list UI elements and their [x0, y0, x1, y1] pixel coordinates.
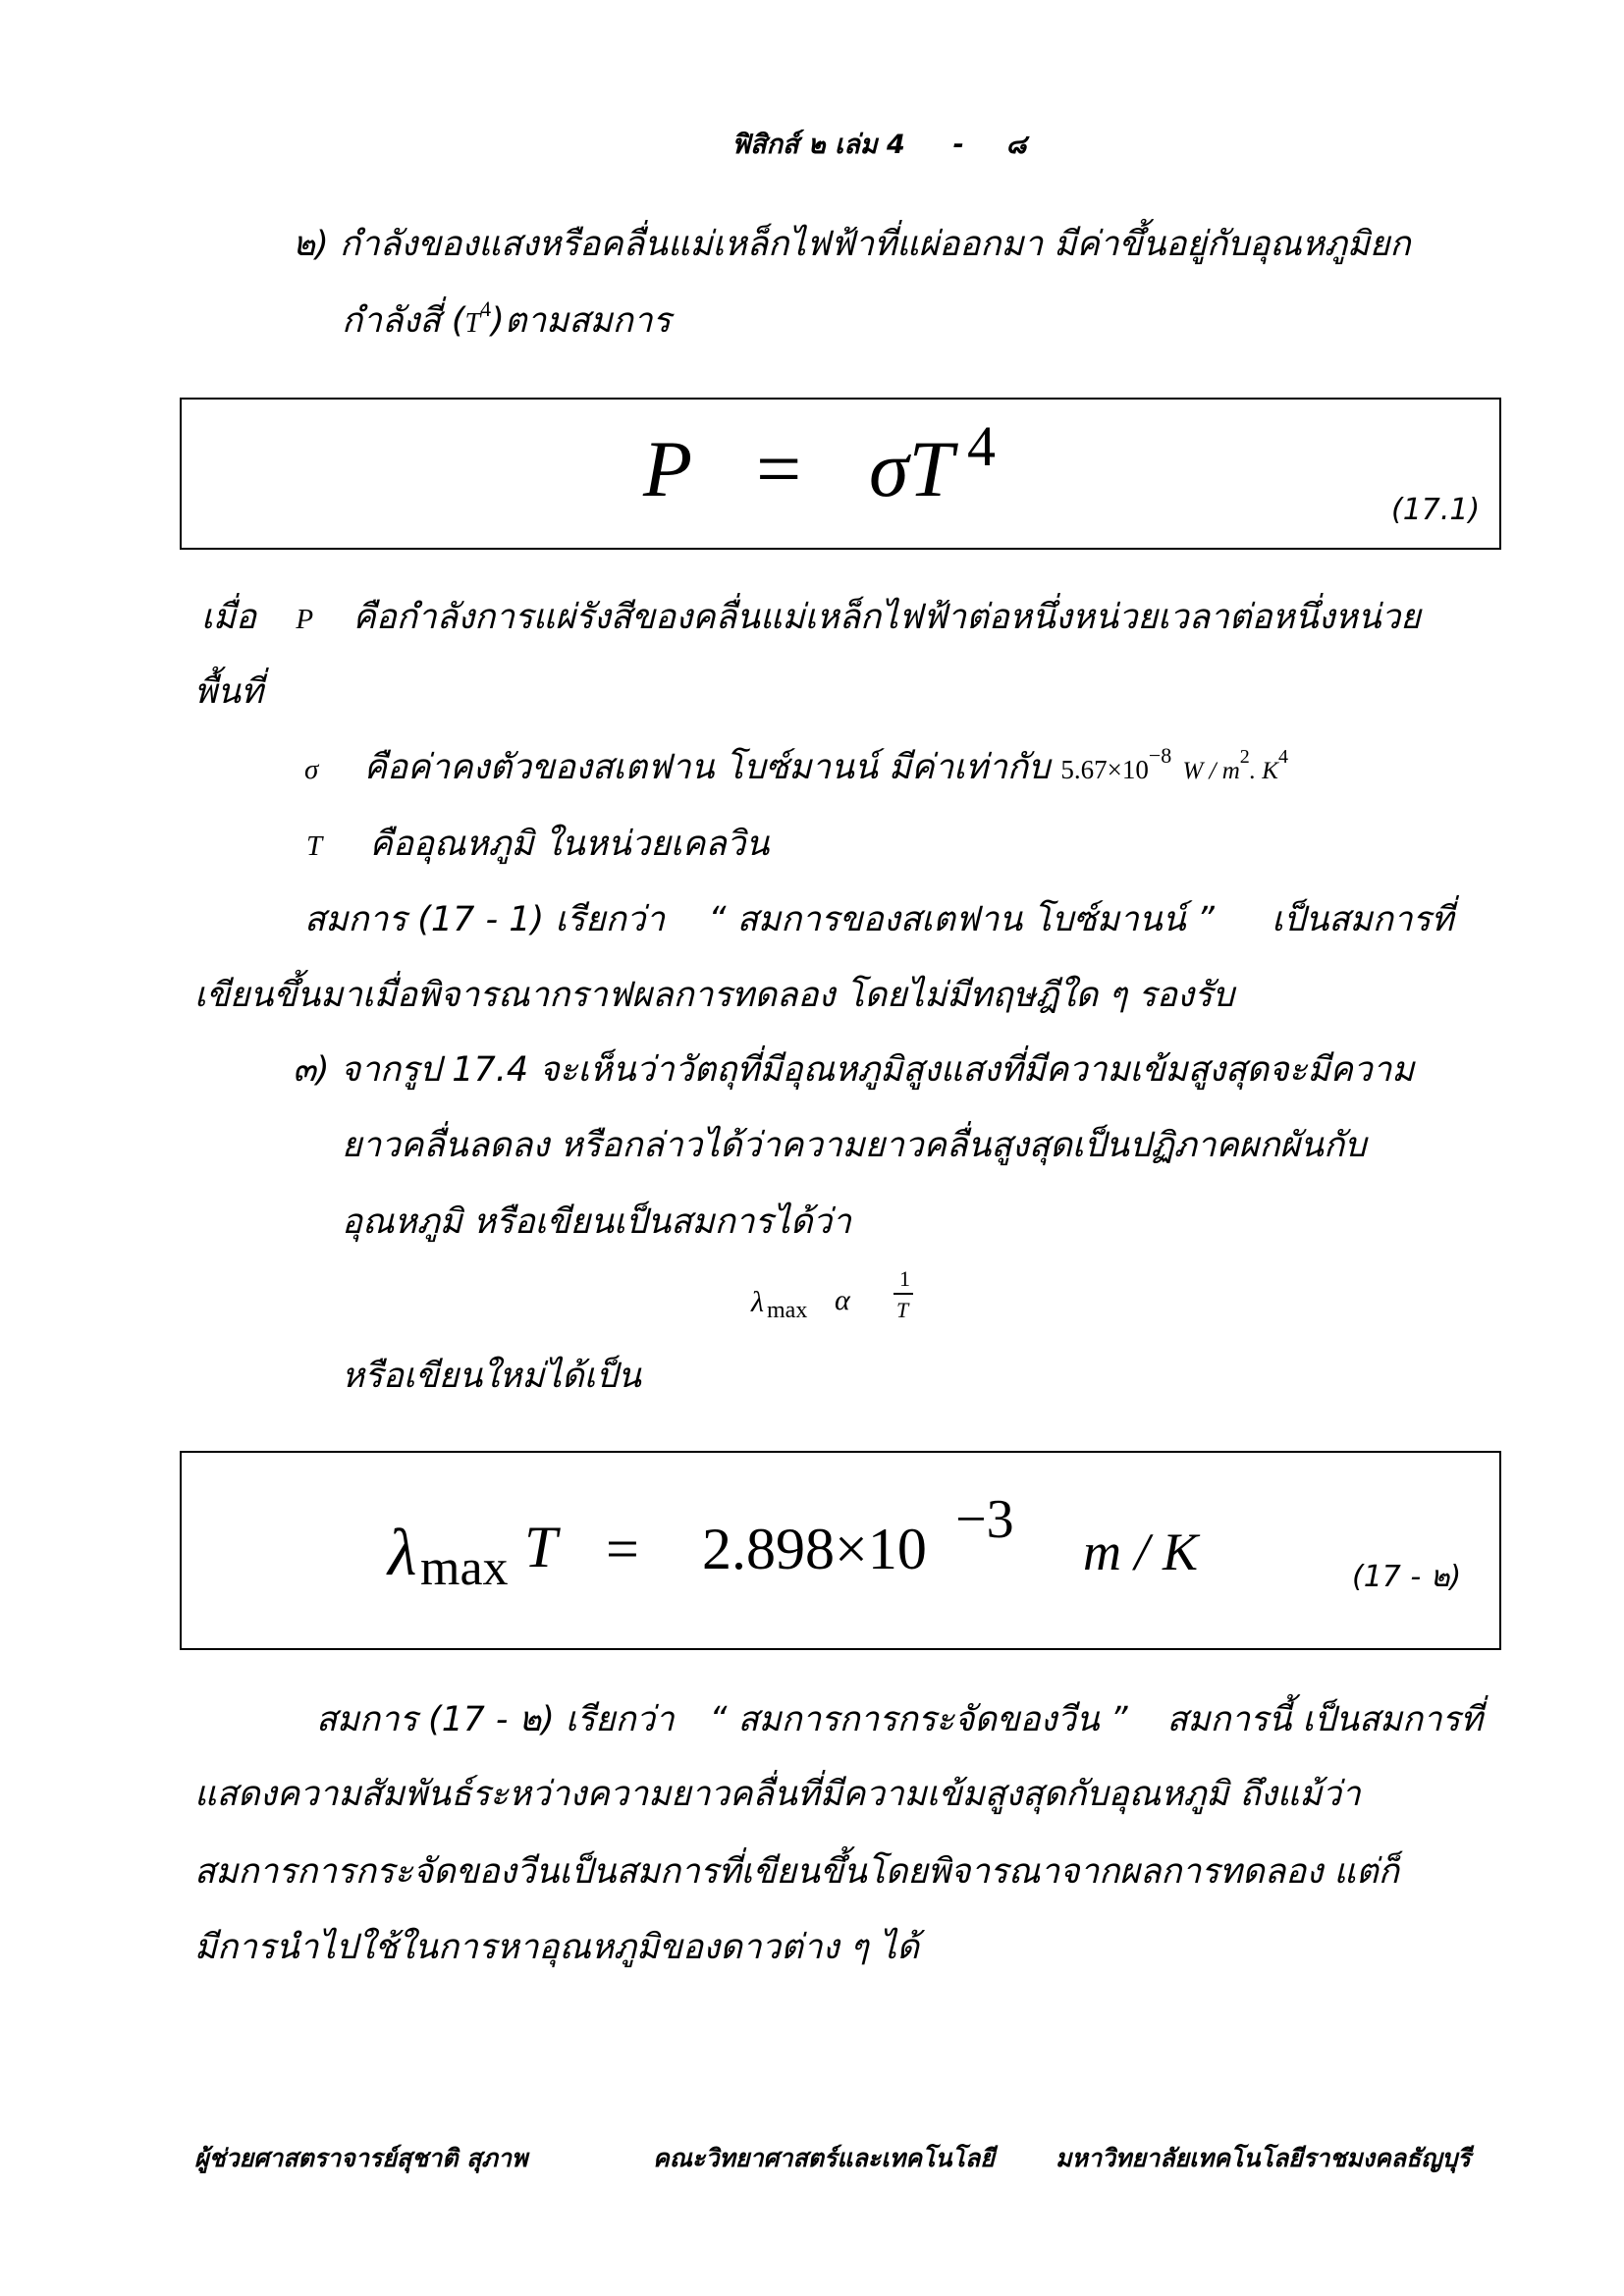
para2-line4: มีการนำไปใช้ในการหาอุณหภูมิของดาวต่าง ๆ ได้	[194, 1928, 919, 1967]
footer-university: มหาวิทยาลัยเทคโนโลยีราชมงคลธัญบุรี	[1056, 2144, 1471, 2172]
header-page-number: ๘	[1005, 130, 1027, 160]
eq2-value: 2.898×10	[702, 1517, 927, 1581]
item3-line3: อุณหภูมิ หรือเขียนเป็นสมการได้ว่า	[342, 1202, 851, 1242]
eq2-T: T	[524, 1515, 558, 1579]
eq2-lambda: λ	[388, 1515, 417, 1589]
para2-line1: สมการ (17 - ๒) เรียกว่า “ สมการการกระจัดของวีน ” สมการนี้ เป็นสมการที่	[316, 1700, 1483, 1739]
para2-line2: แสดงความสัมพันธ์ระหว่างความยาวคลื่นที่มีความเข้มสูงสุดกับอุณหภูมิ ถึงแม้ว่า	[194, 1775, 1361, 1814]
def-line1: เมื่อ P คือกำลังการแผ่รังสีของคลื่นแม่เหล็กไฟฟ้าต่อหนึ่งหน่วยเวลาต่อหนึ่งหน่วย	[201, 598, 1421, 637]
eq1-equals: =	[756, 424, 802, 513]
eq2-equals: =	[606, 1517, 639, 1581]
eq1-exponent: 4	[967, 414, 996, 478]
prop-denominator: T	[896, 1298, 909, 1322]
para1-line2: เขียนขึ้นมาเมื่อพิจารณากราฟผลการทดลอง โดยไม่มีทฤษฎีใด ๆ รองรับ	[194, 976, 1235, 1015]
eq2-number: (17 - ๒)	[1352, 1560, 1462, 1594]
prop-fraction-bar	[893, 1293, 913, 1295]
header-book: ฟิสิกส์ ๒ เล่ม 4	[731, 130, 905, 160]
eq1-lhs: P	[643, 424, 693, 513]
eq1-sigma: σ	[869, 424, 909, 513]
def-T: T คืออุณหภูมิ ในหน่วยเคลวิน	[306, 825, 770, 864]
footer-author: ผู้ช่วยศาสตราจารย์สุชาติ สุภาพ	[194, 2144, 528, 2172]
eq1-number: (17.1)	[1391, 493, 1481, 527]
footer-faculty: คณะวิทยาศาสตร์และเทคโนโลยี	[653, 2144, 995, 2172]
equation-box-17-2	[180, 1451, 1501, 1650]
eq2-exponent: −3	[955, 1489, 1014, 1550]
para1-line1: สมการ (17 - 1) เรียกว่า “ สมการของสเตฟาน โบซ์มานน์ ” เป็นสมการที่	[304, 900, 1454, 939]
page-header	[731, 132, 1026, 158]
proportionality-expression	[751, 1266, 947, 1335]
def-sigma: σ คือค่าคงตัวของสเตฟาน โบซ์มานน์ มีค่าเท่ากับ $5.67\times 10^{-8}$ W / $m^2$. $K^4$	[304, 743, 1288, 787]
header-dash: -	[952, 130, 964, 160]
prop-sub-max: max	[767, 1298, 808, 1323]
eq2-unit: m / K	[1083, 1522, 1199, 1581]
item2-line2: กำลังสี่ $(T^4)$ตามสมการ	[342, 296, 672, 341]
prop-lambda: λ	[751, 1286, 764, 1318]
rewrite-line: หรือเขียนใหม่ได้เป็น	[342, 1357, 641, 1396]
item3-line1: ๓) จากรูป 17.4 จะเห็นว่าวัตถุที่มีอุณหภูมิสูงแสงที่มีความเข้มสูงสุดจะมีความ	[293, 1050, 1415, 1090]
eq1-T: T	[908, 424, 954, 513]
def-line2: พื้นที่	[194, 672, 264, 712]
item2-line1: ๒) กำลังของแสงหรือคลื่นแม่เหล็กไฟฟ้าที่แผ่ออกมา มีค่าขึ้นอยู่กับอุณหภูมิยก	[293, 225, 1411, 264]
para2-line3: สมการการกระจัดของวีนเป็นสมการที่เขียนขึ้นโดยพิจารณาจากผลการทดลอง แต่ก็	[194, 1852, 1399, 1892]
prop-alpha: α	[835, 1284, 850, 1316]
equation-box-17-1	[180, 398, 1501, 550]
eq2-sub-max: max	[420, 1540, 509, 1596]
eq1-rhs	[869, 423, 953, 515]
prop-numerator: 1	[899, 1266, 910, 1291]
item3-line2: ยาวคลื่นลดลง หรือกล่าวได้ว่าความยาวคลื่นสูงสุดเป็นปฏิภาคผกผันกับ	[342, 1126, 1367, 1165]
